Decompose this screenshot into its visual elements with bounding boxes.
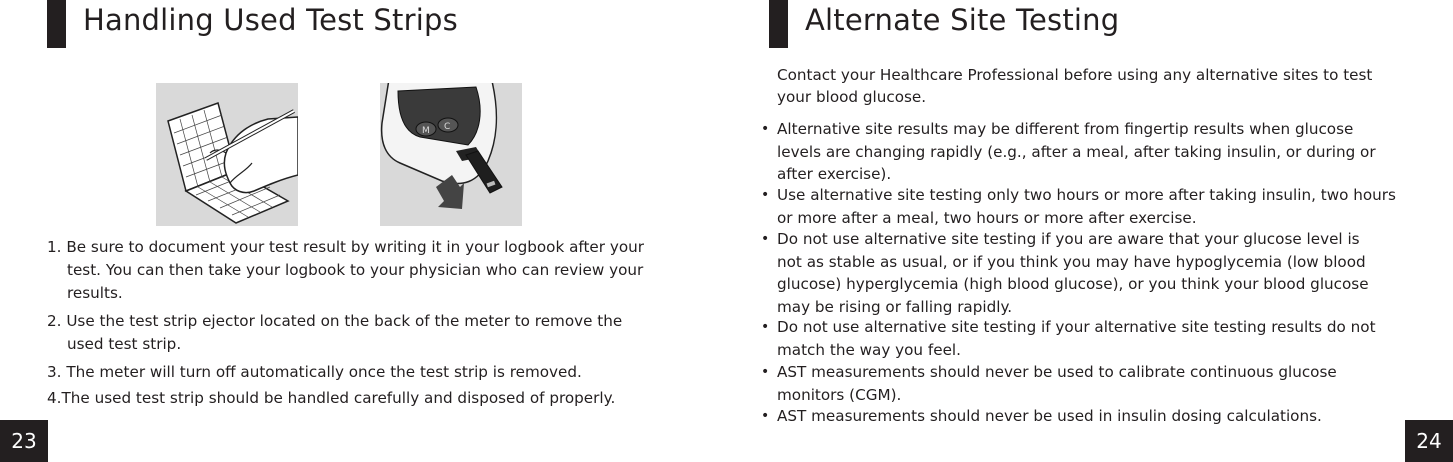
bullet-item-5 [761,361,1421,406]
bullet-1-line-2: levels are changing rapidly (e.g., after a meal, after taking insulin, or during or [777,142,1376,161]
bullet-1-line-3: after exercise). [777,165,892,183]
bullet-3-line-1: Do not use alternative site testing if you are aware that your glucose level is [777,230,1360,248]
bullet-icon: • [761,364,770,380]
step-1-line-3: results. [67,284,123,302]
bullet-2-line-1: Use alternative site testing only two hours or more after taking insulin, two hours [777,186,1396,204]
intro-paragraph [777,64,1417,108]
bullet-3-line-2: not as stable as usual, or if you think you may have hypoglycemia (low blood [777,252,1366,271]
bullet-item-6 [761,405,1421,428]
meter-button-m: M [422,126,430,136]
step-1-line-1: 1. Be sure to document your test result by writing it in your logbook after your [47,238,644,256]
bullet-icon: • [761,121,770,137]
left-page [0,0,726,462]
bullet-3-line-4: may be rising or falling rapidly. [777,297,1013,316]
step-2 [47,310,727,356]
section-marker [769,0,788,48]
bullet-icon: • [761,231,770,247]
section-marker [47,0,66,48]
glucose-meter-icon [380,83,522,226]
bullet-4-line-2: match the way you feel. [777,340,961,359]
step-3-line-1: 3. The meter will turn off automatically once the test strip is removed. [47,363,582,381]
step-4 [47,387,727,410]
bullet-item-4 [761,316,1421,361]
intro-line-1: Contact your Healthcare Professional before using any alternative sites to test [777,66,1373,84]
strip-ejector-illustration [380,83,522,226]
step-2-line-1: 2. Use the test strip ejector located on the back of the meter to remove the [47,312,623,330]
step-1 [47,236,727,305]
bullet-6-line-1: AST measurements should never be used in insulin dosing calculations. [777,407,1322,425]
logbook-writing-illustration [156,83,298,226]
bullet-4-line-1: Do not use alternative site testing if your alternative site testing results do not [777,318,1376,336]
bullet-icon: • [761,187,770,203]
page-number: 23 [0,420,48,462]
bullet-5-line-1: AST measurements should never be used to calibrate continuous glucose [777,363,1337,381]
bullet-3-line-3: glucose) hyperglycemia (high blood glucose), or you think your blood glucose [777,275,1369,293]
bullet-item-2 [761,184,1421,229]
intro-line-2: your blood glucose. [777,88,927,106]
logbook-hand-icon [156,83,298,226]
page-number: 24 [1405,420,1453,462]
page-title: Alternate Site Testing [805,3,1120,37]
bullet-icon: • [761,408,770,424]
step-3 [47,361,727,384]
right-page [726,0,1453,462]
step-4-line-1: 4.The used test strip should be handled carefully and disposed of properly. [47,389,616,407]
step-1-line-2: test. You can then take your logbook to your physician who can review your [67,261,644,279]
bullet-icon: • [761,319,770,335]
page-title: Handling Used Test Strips [83,3,458,37]
bullet-item-1 [761,118,1421,186]
bullet-5-line-2: monitors (CGM). [777,385,902,404]
bullet-2-line-2: or more after a meal, two hours or more after exercise. [777,208,1197,227]
bullet-1-line-1: Alternative site results may be different from fingertip results when glucose [777,120,1354,138]
meter-button-c: C [444,122,451,132]
step-2-line-2: used test strip. [67,335,182,353]
bullet-item-3 [761,228,1421,318]
